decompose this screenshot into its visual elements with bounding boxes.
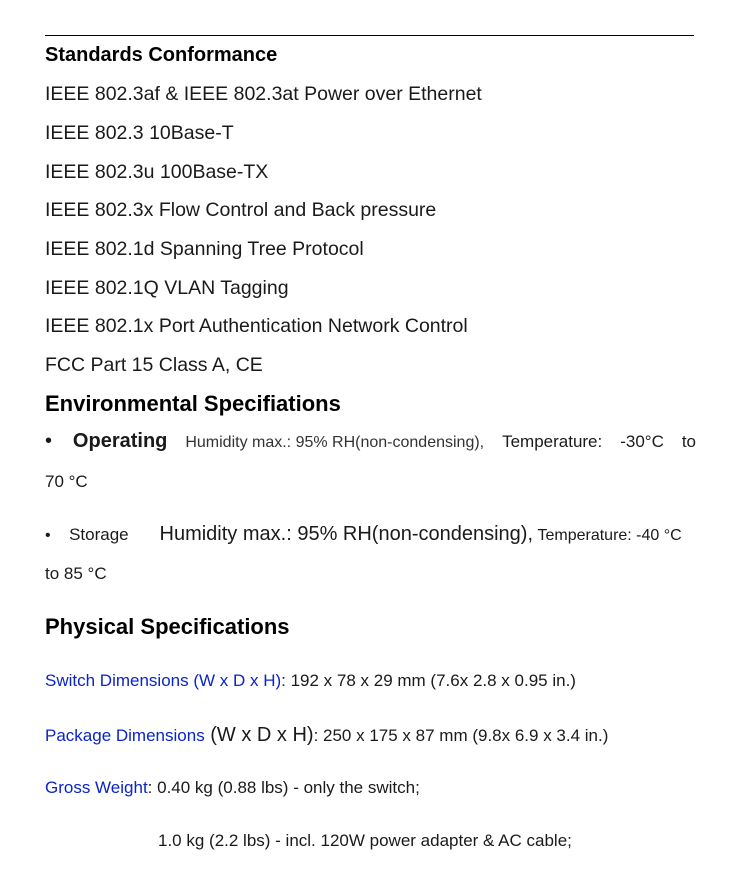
switch-dimensions-value: : 192 x 78 x 29 mm (7.6x 2.8 x 0.95 in.) [281, 671, 576, 690]
storage-label: Storage [69, 525, 129, 544]
standard-item: IEEE 802.3u 100Base-TX [45, 161, 269, 183]
standard-item: IEEE 802.1Q VLAN Tagging [45, 277, 289, 299]
top-divider [45, 35, 694, 36]
storage-temp: Temperature: -40 °C [537, 527, 682, 544]
gross-weight-value-2: 1.0 kg (2.2 lbs) - incl. 120W power adapter & AC cable; [158, 831, 572, 850]
bullet: • [45, 527, 51, 544]
standard-item: IEEE 802.3 10Base-T [45, 122, 234, 144]
operating-temp-label: Temperature: [502, 432, 603, 451]
standard-item: IEEE 802.3x Flow Control and Back pressure [45, 199, 437, 221]
operating-temp-wrap: 70 °C [45, 472, 88, 491]
package-dimensions-whd: (W x D x H) [204, 724, 314, 746]
storage-humidity: Humidity max.: 95% RH(non-condensing), [159, 523, 534, 545]
operating-line [45, 430, 696, 453]
bullet: • [45, 430, 53, 452]
package-dimensions-value: : 250 x 175 x 87 mm (9.8x 6.9 x 3.4 in.) [313, 726, 609, 745]
operating-temp-to: to [681, 432, 696, 451]
gross-weight-label: Gross Weight [45, 778, 148, 797]
standards-heading: Standards Conformance [45, 44, 278, 66]
standard-item: IEEE 802.1d Spanning Tree Protocol [45, 238, 364, 260]
package-dimensions [45, 724, 608, 747]
gross-weight [45, 778, 420, 798]
switch-dimensions-label: Switch Dimensions (W x D x H) [45, 671, 282, 690]
environmental-heading: Environmental Specifiations [45, 391, 341, 416]
physical-heading: Physical Specifications [45, 614, 290, 639]
switch-dimensions [45, 671, 576, 691]
standard-item: IEEE 802.3af & IEEE 802.3at Power over Ethernet [45, 83, 482, 105]
storage-line [45, 523, 696, 546]
storage-temp-wrap: to 85 °C [45, 564, 107, 583]
operating-temp-value: -30°C [620, 432, 664, 451]
package-dimensions-label: Package Dimensions [45, 726, 205, 745]
operating-humidity: Humidity max.: 95% RH(non-condensing), [185, 434, 485, 451]
standard-item: FCC Part 15 Class A, CE [45, 354, 263, 376]
gross-weight-value: : 0.40 kg (0.88 lbs) - only the switch; [147, 778, 420, 797]
standard-item: IEEE 802.1x Port Authentication Network Control [45, 315, 468, 337]
operating-label: Operating [72, 430, 168, 452]
